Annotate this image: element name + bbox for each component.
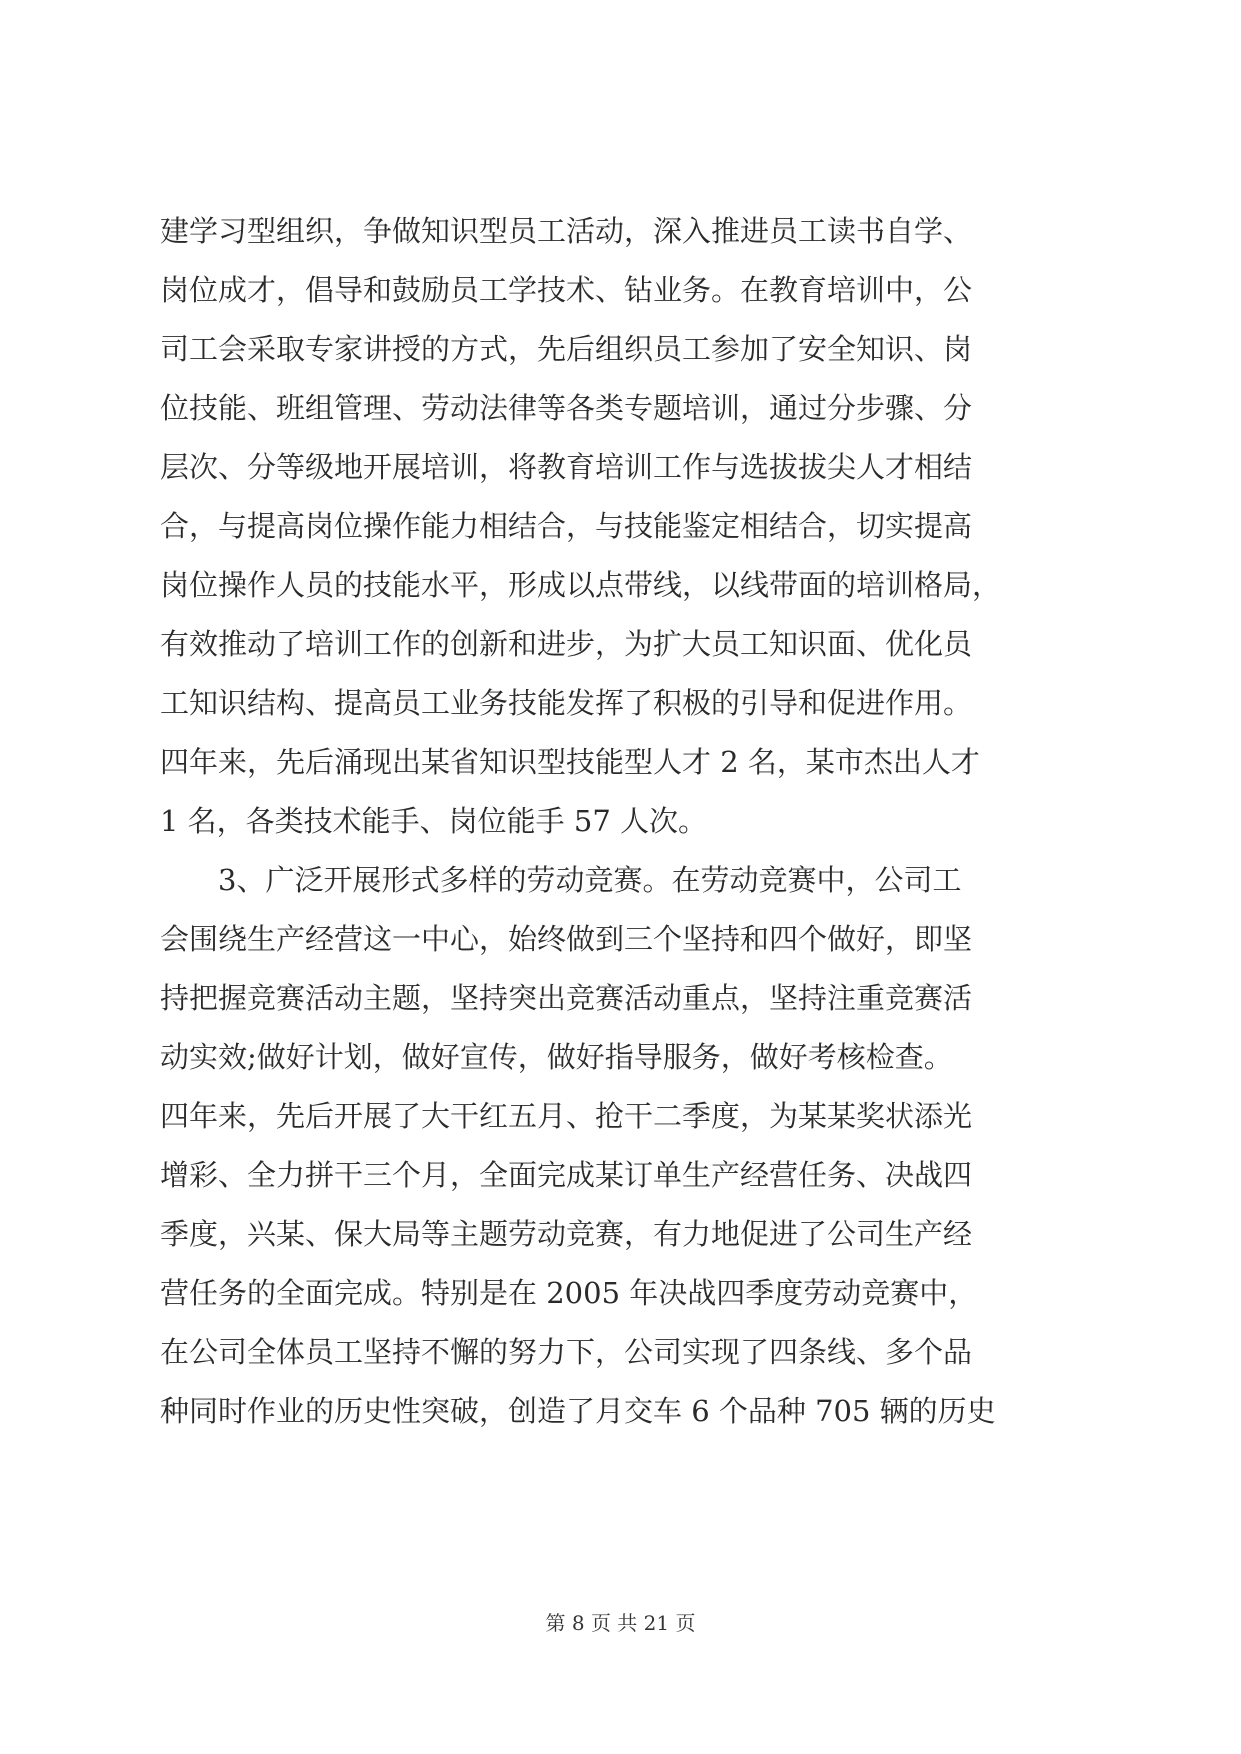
text-line: 司工会采取专家讲授的方式，先后组织员工参加了安全知识、岗 (160, 332, 973, 366)
text-line: 岗位操作人员的技能水平，形成以点带线，以线带面的培训格局， (160, 568, 1002, 602)
text-line: 动实效;做好计划，做好宣传，做好指导服务，做好考核检查。 (160, 1040, 953, 1074)
text-line: 有效推动了培训工作的创新和进步，为扩大员工知识面、优化员 (160, 627, 973, 661)
body-text (160, 202, 1100, 1441)
text-line: 增彩、全力拼干三个月，全面完成某订单生产经营任务、决战四 (160, 1158, 973, 1192)
text-line: 在公司全体员工坚持不懈的努力下，公司实现了四条线、多个品 (160, 1335, 973, 1369)
text-line: 合，与提高岗位操作能力相结合，与技能鉴定相结合，切实提高 (160, 509, 973, 543)
text-line: 工知识结构、提高员工业务技能发挥了积极的引导和促进作用。 (160, 686, 973, 720)
text-line: 层次、分等级地开展培训，将教育培训工作与选拔拔尖人才相结 (160, 450, 973, 484)
text-line: 四年来，先后开展了大干红五月、抢干二季度，为某某奖状添光 (160, 1099, 973, 1133)
text-line: 持把握竞赛活动主题，坚持突出竞赛活动重点，坚持注重竞赛活 (160, 981, 973, 1015)
text-line: 种同时作业的历史性突破，创造了月交车 6 个品种 705 辆的历史 (160, 1394, 996, 1428)
text-line: 季度，兴某、保大局等主题劳动竞赛，有力地促进了公司生产经 (160, 1217, 973, 1251)
text-line: 四年来，先后涌现出某省知识型技能型人才 2 名，某市杰出人才 (160, 745, 980, 779)
page-footer: 第 8 页 共 21 页 (545, 1611, 696, 1635)
text-line: 会围绕生产经营这一中心，始终做到三个坚持和四个做好，即坚 (160, 922, 973, 956)
text-line: 营任务的全面完成。特别是在 2005 年决战四季度劳动竞赛中， (160, 1276, 978, 1310)
text-line: 位技能、班组管理、劳动法律等各类专题培训，通过分步骤、分 (160, 391, 973, 425)
text-line: 建学习型组织，争做知识型员工活动，深入推进员工读书自学、 (160, 214, 973, 248)
text-line: 3、广泛开展形式多样的劳动竞赛。在劳动竞赛中，公司工 (160, 863, 962, 897)
text-line: 岗位成才，倡导和鼓励员工学技术、钻业务。在教育培训中，公 (160, 273, 973, 307)
text-line: 1 名，各类技术能手、岗位能手 57 人次。 (160, 804, 708, 838)
